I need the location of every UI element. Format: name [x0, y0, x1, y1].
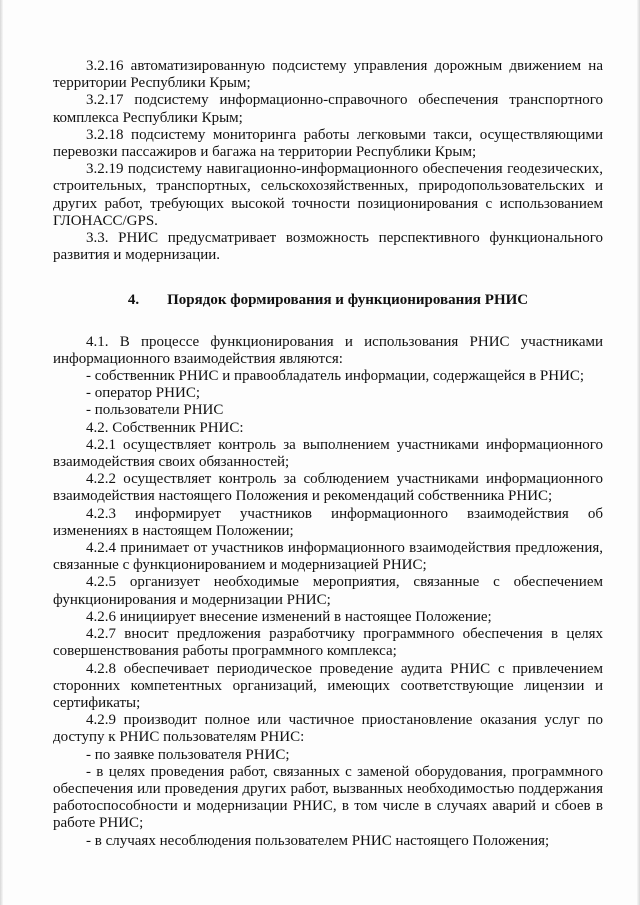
paragraph-3-2-17: 3.2.17 подсистему информационно-справочного обеспечения транспортного комплекса Республики Крым;	[53, 92, 603, 126]
document-body	[53, 58, 603, 850]
paragraph-4-2: 4.2. Собственник РНИС:	[86, 419, 244, 436]
paragraph-4-2-4: 4.2.4 принимает от участников информационного взаимодействия предложения, связанные с функционированием и модернизацией РНИС;	[53, 540, 603, 574]
list-item-maintenance: - в целях проведения работ, связанных с заменой оборудования, программного обеспечения или проведения других работ, вызванных необходимостью поддержания работоспособности и модернизации РНИС, в том числе в случаях аварий и сбоев в работе РНИС;	[53, 763, 603, 832]
paragraph-4-2-1: 4.2.1 осуществляет контроль за выполнением участниками информационного взаимодействия своих обязанностей;	[53, 436, 603, 471]
list-item-users: - пользователи РНИС	[86, 402, 224, 419]
paragraph-4-2-2: 4.2.2 осуществляет контроль за соблюдением участниками информационного взаимодействия настоящего Положения и рекомендаций собственника РНИС;	[53, 471, 603, 505]
list-item-operator: - оператор РНИС;	[86, 385, 200, 402]
list-item-user-request: - по заявке пользователя РНИС;	[86, 746, 290, 763]
paragraph-3-2-16: 3.2.16 автоматизированную подсистему управления дорожным движением на территории Республики Крым;	[53, 58, 603, 92]
paragraph-4-2-3: 4.2.3 информирует участников информационного взаимодействия об изменениях в настоящем Положении;	[53, 505, 603, 539]
paragraph-4-2-8: 4.2.8 обеспечивает периодическое проведение аудита РНИС с привлечением сторонних компетентных организаций, имеющих соответствующие лицензии и сертификаты;	[53, 660, 603, 711]
paragraph-4-2-5: 4.2.5 организует необходимые мероприятия, связанные с обеспечением функционирования и модернизации РНИС;	[53, 574, 603, 608]
list-item-owner: - собственник РНИС и правообладатель информации, содержащейся в РНИС;	[86, 368, 585, 385]
paragraph-4-2-6: 4.2.6 инициирует внесение изменений в настоящее Положение;	[86, 608, 492, 625]
paragraph-4-2-7: 4.2.7 вносит предложения разработчику программного обеспечения в целях совершенствования работы программного комплекса;	[53, 626, 603, 660]
paragraph-3-2-18: 3.2.18 подсистему мониторинга работы легковыми такси, осуществляющими перевозки пассажиров и багажа на территории Республики Крым;	[53, 126, 603, 161]
paragraph-4-2-9: 4.2.9 производит полное или частичное приостановление оказания услуг по доступу к РНИС пользователям РНИС:	[53, 712, 603, 746]
page-left-edge	[0, 0, 3, 905]
list-item-noncompliance: - в случаях несоблюдения пользователем РНИС настоящего Положения;	[86, 832, 550, 849]
paragraph-4-1: 4.1. В процессе функционирования и использования РНИС участниками информационного взаимодействия являются:	[53, 333, 603, 367]
paragraph-3-2-19: 3.2.19 подсистему навигационно-информационного обеспечения геодезических, строительных, транспортных, сельскохозяйственных, природопользовательских и других работ, требующих высокой точности позиционирования с использованием ГЛОНАСС/GPS.	[53, 161, 603, 229]
section-number: 4.	[127, 292, 140, 309]
section-title: Порядок формирования и функционирования РНИС	[167, 292, 529, 309]
paragraph-3-3: 3.3. РНИС предусматривает возможность перспективного функционального развития и модернизации.	[53, 230, 603, 264]
section-heading	[53, 292, 603, 309]
